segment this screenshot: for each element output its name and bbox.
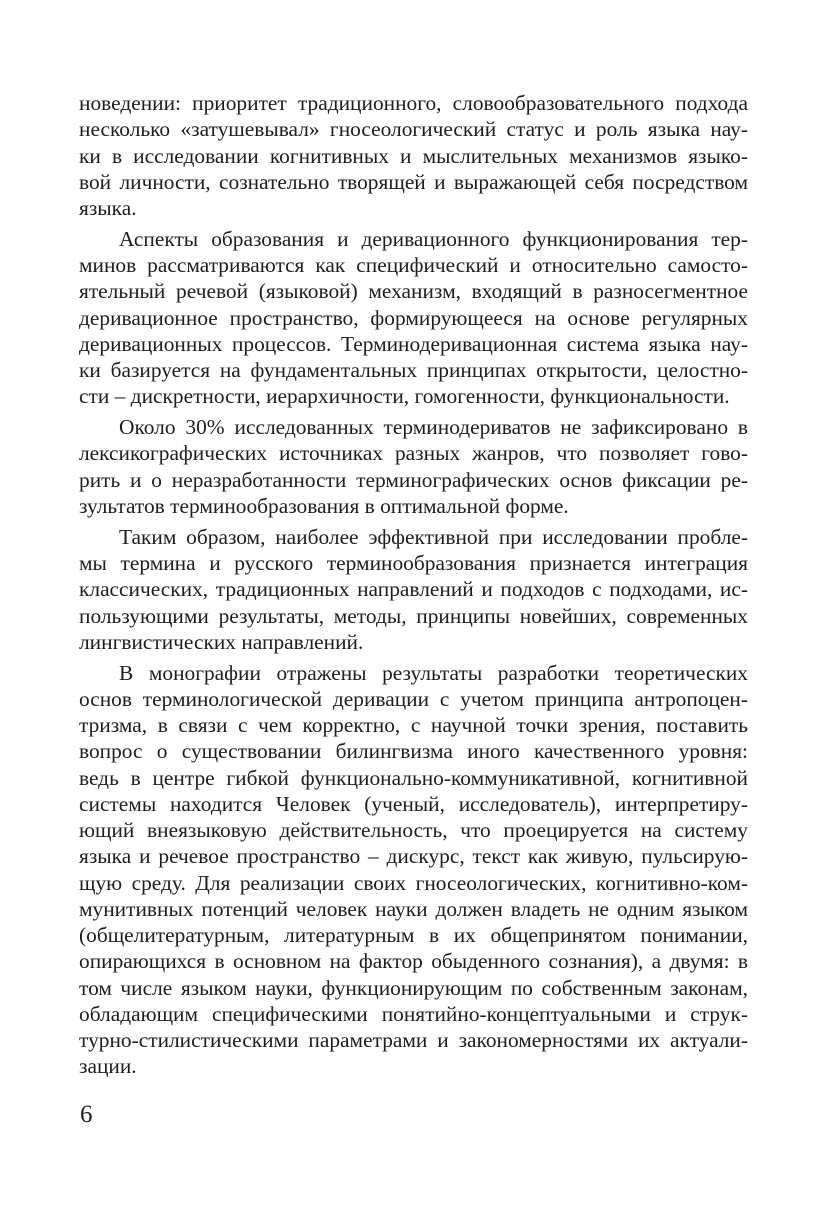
text-line: языка и речевое пространство – дискурс, текст как живую, пульсирую-: [79, 844, 748, 869]
text-line: вой личности, сознательно творящей и выражающей себя посредством: [79, 169, 748, 194]
paragraph: [79, 660, 748, 1080]
text-line: основ терминологической деривации с учетом принципа антропоцен-: [79, 686, 748, 711]
paragraph: [79, 90, 748, 221]
paragraph: [79, 414, 748, 519]
text-line: ющий внеязыковую действительность, что проецируется на систему: [79, 818, 748, 843]
text-line: мунитивных потенций человек науки должен владеть не одним языком: [79, 896, 748, 921]
text-line: пользующими результаты, методы, принципы новейших, современных: [79, 603, 748, 628]
text-line: тризма, в связи с чем корректно, с научной точки зрения, поставить: [79, 713, 748, 738]
text-line: зультатов терминообразования в оптимальной форме.: [79, 493, 569, 518]
text-line: системы находится Человек (ученый, исследователь), интерпретиру-: [79, 791, 748, 816]
text-line: лексикографических источниках разных жанров, что позволяет гово-: [79, 441, 748, 466]
text-line: Около 30% исследованных терминодериватов не зафиксировано в: [119, 415, 748, 440]
text-line: новедении: приоритет традиционного, словообразовательного подхода: [79, 91, 748, 115]
text-line: зации.: [79, 1054, 137, 1079]
text-line: языка.: [79, 196, 137, 220]
text-line: В монографии отражены результаты разработки теоретических: [119, 660, 748, 685]
text-line: ки базируется на фундаментальных принципах открытости, целостно-: [79, 358, 748, 383]
text-line: опирающихся в основном на фактор обыденного сознания), а двумя: в: [79, 949, 748, 974]
text-line: деривационных процессов. Терминодеривационная система языка нау-: [79, 331, 748, 356]
text-line: сти – дискретности, иерархичности, гомогенности, функциональности.: [79, 384, 730, 409]
text-line: несколько «затушевывал» гносеологический статус и роль языка нау-: [79, 117, 748, 142]
text-line: турно-стилистическими параметрами и закономерностями их актуали-: [79, 1028, 748, 1053]
text-line: (общелитературным, литературным в их общепринятом понимании,: [79, 923, 748, 948]
paragraph: [79, 226, 748, 410]
text-line: минов рассматриваются как специфический и относительно самосто-: [79, 253, 748, 278]
text-line: ятельный речевой (языковой) механизм, входящий в разносегментное: [79, 279, 748, 304]
text-line: классических, традиционных направлений и подходов с подходами, ис-: [79, 577, 748, 602]
text-line: Таким образом, наиболее эффективной при исследовании пробле-: [119, 524, 748, 549]
page-number: 6: [80, 1101, 93, 1128]
text-line: щую среду. Для реализации своих гносеологических, когнитивно-ком-: [79, 870, 748, 895]
text-line: обладающим специфическими понятийно-концептуальными и струк-: [79, 1001, 748, 1026]
text-line: вопрос о существовании билингвизма иного качественного уровня:: [79, 739, 748, 764]
text-line: рить и о неразработанности терминографических основ фиксации ре-: [79, 467, 748, 492]
paragraph: [79, 524, 748, 655]
text-line: ведь в центре гибкой функционально-коммуникативной, когнитивной: [79, 765, 748, 790]
text-line: деривационное пространство, формирующееся на основе регулярных: [79, 305, 748, 330]
text-line: лингвистических направлений.: [79, 629, 364, 654]
text-line: ки в исследовании когнитивных и мыслительных механизмов языко-: [79, 143, 748, 168]
text-line: Аспекты образования и деривационного функционирования тер-: [119, 226, 748, 251]
text-line: мы термина и русского терминообразования признается интеграция: [79, 551, 748, 576]
text-line: том числе языком науки, функционирующим по собственным законам,: [79, 975, 748, 1000]
body-text: [79, 90, 748, 1084]
